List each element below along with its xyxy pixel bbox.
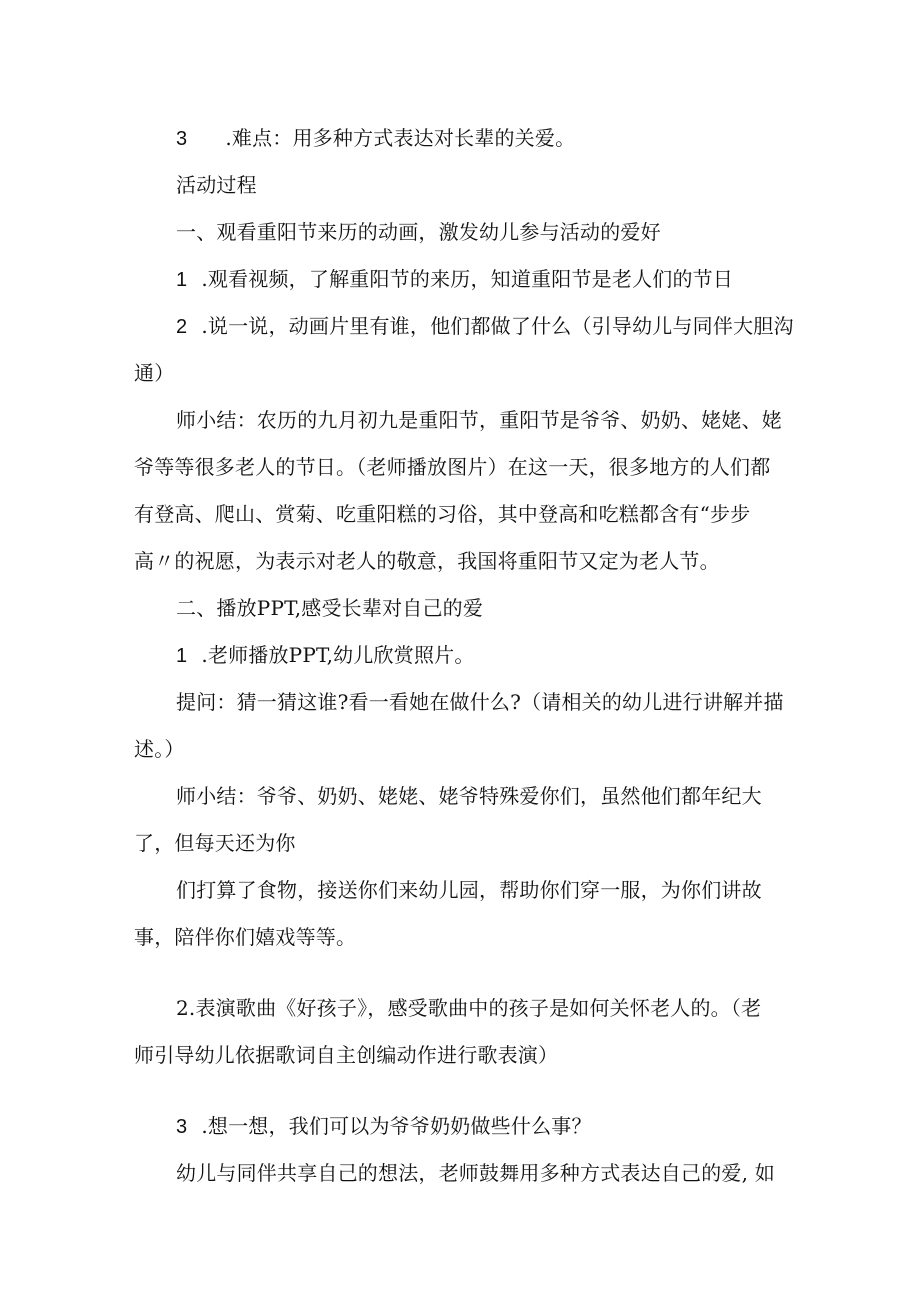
step-one-ppt — [176, 641, 475, 670]
teacher-summary-2-line2: 了，但每天还为你 — [134, 831, 296, 855]
item-text: .观看视频，了解重阳节的来历，知道重阳节是老人们的节日 — [201, 267, 734, 291]
step-two-discuss — [176, 312, 794, 341]
teacher-summary-2: 师小结：爷爷、奶奶、姥姥、姥爷特殊爱你们，虽然他们都年纪大 — [176, 784, 762, 808]
question-continued: 述。） — [134, 737, 185, 761]
step-one-watch-video — [176, 265, 733, 294]
question: 提问：猜一猜这谁?看一看她在做什么?（请相关的幼儿进行讲解并描 — [176, 690, 784, 714]
item-number: 1 — [176, 645, 188, 667]
teacher-summary-1-line3: 有登高、爬山、赏菊、吃重阳糕的习俗，其中登高和吃糕都含有“步步 — [134, 502, 751, 526]
item-text: .老师播放PPT,幼儿欣赏照片。 — [201, 643, 475, 667]
section-heading-two: 二、播放PPT,感受长辈对自己的爱 — [176, 596, 484, 620]
item-text: .想一想，我们可以为爷爷奶奶做些什么事？ — [201, 1114, 592, 1138]
item-number: 2 — [176, 316, 188, 338]
item-text: .说一说，动画片里有谁，他们都做了什么（引导幼儿与同伴大胆沟 — [201, 314, 794, 338]
step-two-continued: 通） — [134, 361, 175, 385]
teacher-summary-1: 师小结：农历的九月初九是重阳节，重阳节是爷爷、奶奶、姥姥、姥 — [176, 408, 782, 432]
section-heading-one: 一、观看重阳节来历的动画，激发幼儿参与活动的爱好 — [176, 220, 661, 244]
teacher-summary-1-line4: 高〃的祝愿，为表示对老人的敬意，我国将重阳节又定为老人节。 — [134, 549, 720, 573]
teacher-summary-1-line2: 爷等等很多老人的节日。（老师播放图片）在这一天，很多地方的人们都 — [134, 455, 771, 479]
teacher-summary-2-line3: 们打算了食物，接送你们来幼儿园，帮助你们穿一服，为你们讲故 — [176, 878, 762, 902]
item-number: 3 — [176, 128, 188, 150]
sharing-paragraph: 幼儿与同伴共享自己的想法，老师鼓舞用多种方式表达自己的爱, 如 — [176, 1161, 775, 1185]
step-three-think — [176, 1112, 592, 1141]
item-text: .难点：用多种方式表达对长辈的关爱。 — [225, 126, 576, 150]
step-two-song: 2.表演歌曲《好孩子》，感受歌曲中的孩子是如何关怀老人的。（老 — [176, 996, 762, 1020]
item-number: 1 — [176, 269, 188, 291]
item-number: 3 — [176, 1116, 188, 1138]
difficulty-item — [176, 124, 575, 153]
step-two-song-continued: 师引导幼儿依据歌词自主创编动作进行歌表演） — [134, 1043, 559, 1067]
teacher-summary-2-line4: 事，陪伴你们嬉戏等等。 — [134, 925, 357, 949]
section-heading-process: 活动过程 — [176, 173, 257, 197]
